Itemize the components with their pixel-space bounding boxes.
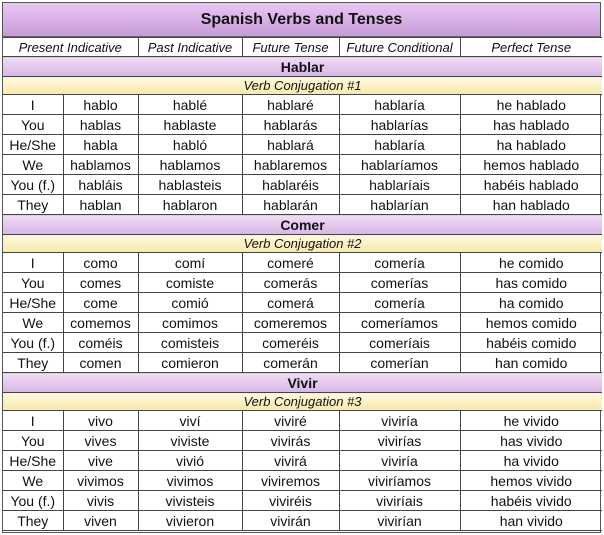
perfect-cell: has comido <box>460 273 602 293</box>
future-cell: viviré <box>242 411 339 431</box>
table-row <box>3 155 602 175</box>
present-cell: hablan <box>63 195 138 215</box>
conjugation-label: Verb Conjugation #2 <box>3 235 602 253</box>
perfect-cell: he comido <box>460 253 602 273</box>
table-row <box>3 273 602 293</box>
perfect-cell: han comido <box>460 353 602 373</box>
past-cell: hablaron <box>138 195 242 215</box>
conditional-cell: vivirías <box>339 431 460 451</box>
header-future: Future Tense <box>242 38 339 57</box>
past-cell: vivió <box>138 451 242 471</box>
conditional-cell: hablaría <box>339 135 460 155</box>
table-row <box>3 511 602 531</box>
conjugation-label: Verb Conjugation #3 <box>3 393 602 411</box>
conditional-cell: viviría <box>339 451 460 471</box>
future-cell: vivirá <box>242 451 339 471</box>
perfect-cell: ha comido <box>460 293 602 313</box>
pronoun-cell: You (f.) <box>3 175 63 195</box>
table-row <box>3 431 602 451</box>
future-cell: comeré <box>242 253 339 273</box>
present-cell: hablo <box>63 95 138 115</box>
pronoun-cell: You <box>3 273 63 293</box>
past-cell: comí <box>138 253 242 273</box>
pronoun-cell: You (f.) <box>3 333 63 353</box>
conditional-cell: vivirían <box>339 511 460 531</box>
perfect-cell: has vivido <box>460 431 602 451</box>
conditional-cell: comeríais <box>339 333 460 353</box>
future-cell: comerá <box>242 293 339 313</box>
future-cell: hablaremos <box>242 155 339 175</box>
pronoun-cell: He/She <box>3 135 63 155</box>
pronoun-cell: They <box>3 353 63 373</box>
table-row <box>3 135 602 155</box>
conditional-cell: hablaríais <box>339 175 460 195</box>
pronoun-cell: You (f.) <box>3 491 63 511</box>
pronoun-cell: They <box>3 195 63 215</box>
present-cell: viven <box>63 511 138 531</box>
table-row <box>3 293 602 313</box>
future-cell: hablaré <box>242 95 339 115</box>
table-row <box>3 451 602 471</box>
present-cell: vivis <box>63 491 138 511</box>
pronoun-cell: You <box>3 431 63 451</box>
table-row <box>3 353 602 373</box>
verb-heading-row <box>3 215 602 235</box>
present-cell: vivo <box>63 411 138 431</box>
conjugation-label: Verb Conjugation #1 <box>3 77 602 95</box>
table-row <box>3 333 602 353</box>
conditional-cell: hablaría <box>339 95 460 115</box>
pronoun-cell: We <box>3 313 63 333</box>
present-cell: vivimos <box>63 471 138 491</box>
pronoun-cell: We <box>3 155 63 175</box>
header-present: Present Indicative <box>3 38 138 57</box>
future-cell: hablarán <box>242 195 339 215</box>
future-cell: comerás <box>242 273 339 293</box>
table-row <box>3 115 602 135</box>
perfect-cell: ha vivido <box>460 451 602 471</box>
conditional-cell: hablaríamos <box>339 155 460 175</box>
present-cell: habláis <box>63 175 138 195</box>
verb-heading: Hablar <box>3 57 602 77</box>
verb-heading-row <box>3 57 602 77</box>
past-cell: comisteis <box>138 333 242 353</box>
past-cell: hablamos <box>138 155 242 175</box>
conditional-cell: comería <box>339 293 460 313</box>
future-cell: vivirán <box>242 511 339 531</box>
perfect-cell: han hablado <box>460 195 602 215</box>
pronoun-cell: I <box>3 411 63 431</box>
future-cell: comeremos <box>242 313 339 333</box>
table-row <box>3 253 602 273</box>
past-cell: hablé <box>138 95 242 115</box>
conditional-cell: viviríamos <box>339 471 460 491</box>
pronoun-cell: I <box>3 95 63 115</box>
table-row <box>3 175 602 195</box>
perfect-cell: han vivido <box>460 511 602 531</box>
future-cell: comerán <box>242 353 339 373</box>
present-cell: coméis <box>63 333 138 353</box>
conjugation-label-row <box>3 393 602 411</box>
past-cell: habló <box>138 135 242 155</box>
conditional-cell: comería <box>339 253 460 273</box>
header-perfect: Perfect Tense <box>460 38 602 57</box>
past-cell: hablasteis <box>138 175 242 195</box>
conjugation-table <box>3 37 602 531</box>
future-cell: hablaréis <box>242 175 339 195</box>
header-row <box>3 38 602 57</box>
table-row <box>3 95 602 115</box>
conjugation-label-row <box>3 235 602 253</box>
perfect-cell: habéis vivido <box>460 491 602 511</box>
conditional-cell: viviríais <box>339 491 460 511</box>
table-row <box>3 411 602 431</box>
present-cell: como <box>63 253 138 273</box>
perfect-cell: hemos hablado <box>460 155 602 175</box>
past-cell: comió <box>138 293 242 313</box>
conditional-cell: viviría <box>339 411 460 431</box>
future-cell: viviremos <box>242 471 339 491</box>
perfect-cell: has hablado <box>460 115 602 135</box>
perfect-cell: ha hablado <box>460 135 602 155</box>
future-cell: viviréis <box>242 491 339 511</box>
past-cell: comimos <box>138 313 242 333</box>
present-cell: vives <box>63 431 138 451</box>
past-cell: vivimos <box>138 471 242 491</box>
conditional-cell: hablarías <box>339 115 460 135</box>
perfect-cell: he vivido <box>460 411 602 431</box>
perfect-cell: he hablado <box>460 95 602 115</box>
conditional-cell: comeríamos <box>339 313 460 333</box>
conjugation-label-row <box>3 77 602 95</box>
future-cell: vivirás <box>242 431 339 451</box>
header-past: Past Indicative <box>138 38 242 57</box>
pronoun-cell: They <box>3 511 63 531</box>
table-row <box>3 313 602 333</box>
verb-chart <box>2 2 601 533</box>
past-cell: viviste <box>138 431 242 451</box>
past-cell: hablaste <box>138 115 242 135</box>
future-cell: hablará <box>242 135 339 155</box>
table-row <box>3 195 602 215</box>
verb-heading: Comer <box>3 215 602 235</box>
past-cell: comieron <box>138 353 242 373</box>
perfect-cell: hemos vivido <box>460 471 602 491</box>
table-row <box>3 491 602 511</box>
header-conditional: Future Conditional <box>339 38 460 57</box>
pronoun-cell: We <box>3 471 63 491</box>
pronoun-cell: You <box>3 115 63 135</box>
present-cell: habla <box>63 135 138 155</box>
verb-heading: Vivir <box>3 373 602 393</box>
future-cell: comeréis <box>242 333 339 353</box>
past-cell: viví <box>138 411 242 431</box>
present-cell: comen <box>63 353 138 373</box>
present-cell: come <box>63 293 138 313</box>
perfect-cell: hemos comido <box>460 313 602 333</box>
chart-title: Spanish Verbs and Tenses <box>3 3 600 37</box>
present-cell: hablamos <box>63 155 138 175</box>
present-cell: comes <box>63 273 138 293</box>
perfect-cell: habéis hablado <box>460 175 602 195</box>
future-cell: hablarás <box>242 115 339 135</box>
verb-heading-row <box>3 373 602 393</box>
past-cell: comiste <box>138 273 242 293</box>
pronoun-cell: I <box>3 253 63 273</box>
present-cell: comemos <box>63 313 138 333</box>
present-cell: hablas <box>63 115 138 135</box>
pronoun-cell: He/She <box>3 293 63 313</box>
present-cell: vive <box>63 451 138 471</box>
conditional-cell: comerían <box>339 353 460 373</box>
conditional-cell: hablarían <box>339 195 460 215</box>
pronoun-cell: He/She <box>3 451 63 471</box>
past-cell: vivisteis <box>138 491 242 511</box>
perfect-cell: habéis comido <box>460 333 602 353</box>
past-cell: vivieron <box>138 511 242 531</box>
table-row <box>3 471 602 491</box>
conditional-cell: comerías <box>339 273 460 293</box>
